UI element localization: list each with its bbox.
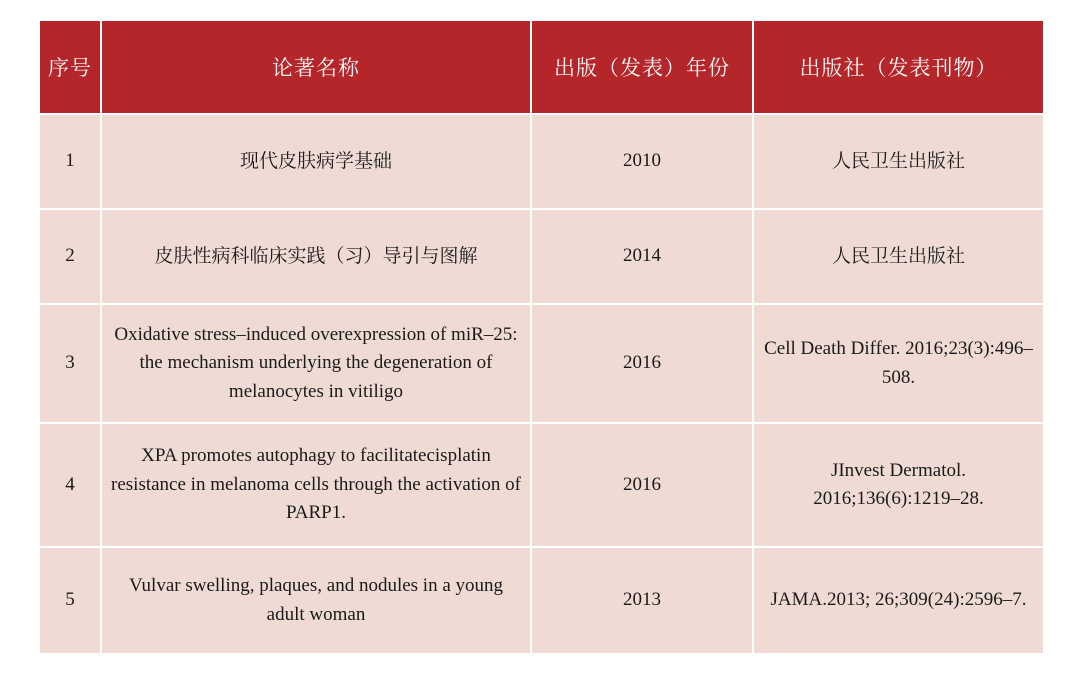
cell-no: 3 (39, 304, 101, 423)
cell-year: 2014 (531, 209, 753, 304)
header-publisher: 出版社（发表刊物） (753, 20, 1044, 114)
cell-publisher: JAMA.2013; 26;309(24):2596–7. (753, 547, 1044, 654)
header-no: 序号 (39, 20, 101, 114)
cell-publisher: 人民卫生出版社 (753, 209, 1044, 304)
table-row (39, 209, 1044, 304)
cell-title: XPA promotes autophagy to facilitatecisplatin resistance in melanoma cells through the activation of PARP1. (101, 423, 531, 547)
header-title: 论著名称 (101, 20, 531, 114)
table-row (39, 423, 1044, 547)
cell-publisher: Cell Death Differ. 2016;23(3):496–508. (753, 304, 1044, 423)
table-row (39, 547, 1044, 654)
cell-publisher: JInvest Dermatol. 2016;136(6):1219–28. (753, 423, 1044, 547)
cell-title: 现代皮肤病学基础 (101, 114, 531, 209)
cell-title: Oxidative stress–induced overexpression of miR–25: the mechanism underlying the degeneration of melanocytes in vitiligo (101, 304, 531, 423)
cell-title: Vulvar swelling, plaques, and nodules in a young adult woman (101, 547, 531, 654)
table-header (39, 20, 1044, 114)
cell-year: 2016 (531, 423, 753, 547)
cell-no: 5 (39, 547, 101, 654)
header-year: 出版（发表）年份 (531, 20, 753, 114)
publications-table (38, 19, 1045, 655)
cell-no: 4 (39, 423, 101, 547)
cell-publisher: 人民卫生出版社 (753, 114, 1044, 209)
table-body (39, 114, 1044, 654)
header-row (39, 20, 1044, 114)
cell-year: 2010 (531, 114, 753, 209)
cell-no: 1 (39, 114, 101, 209)
table-row (39, 114, 1044, 209)
cell-year: 2016 (531, 304, 753, 423)
cell-year: 2013 (531, 547, 753, 654)
table-row (39, 304, 1044, 423)
cell-no: 2 (39, 209, 101, 304)
cell-title: 皮肤性病科临床实践（习）导引与图解 (101, 209, 531, 304)
